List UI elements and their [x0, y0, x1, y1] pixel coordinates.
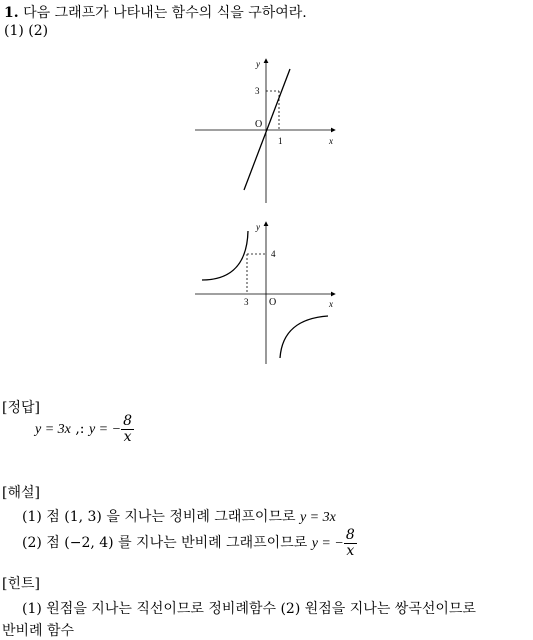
parts-label: (1) (2) [4, 23, 49, 39]
hyperbola-branch-left [202, 231, 248, 280]
question-line [4, 2, 307, 22]
question-text: 다음 그래프가 나타내는 함수의 식을 구하여라. [23, 5, 307, 21]
explanation-line-2-text: (2) 점 (−2, 4) 를 지나는 반비례 그래프이므로 [22, 535, 308, 551]
hint-line-2: 반비례 함수 [2, 623, 75, 639]
answer-line [35, 410, 134, 450]
answer-fraction [121, 414, 134, 445]
origin-label: O [255, 119, 263, 130]
origin-label: O [269, 297, 277, 308]
answer-heading: [정답] [2, 400, 40, 416]
explanation-line-1-text: (1) 점 (1, 3) 을 지나는 정비례 그래프이므로 [22, 509, 296, 525]
explanation-fraction-numerator: 8 [345, 526, 355, 543]
graph-inverse-proportion [190, 218, 340, 368]
y-axis-label: y [256, 222, 260, 232]
answer-fraction-numerator: 8 [123, 412, 132, 429]
answer-eq1: y = 3x [35, 422, 71, 437]
explanation-heading: [해설] [2, 485, 40, 501]
function-line [244, 69, 290, 190]
answer-eq2-prefix: y = − [88, 422, 122, 437]
x-axis-label: x [329, 136, 333, 146]
question-number: 1. [4, 5, 19, 21]
explanation-fraction [344, 528, 357, 559]
answer-separator: ,: [75, 421, 85, 437]
y-axis-label: y [256, 59, 260, 69]
explanation-line-1-eq: y = 3x [299, 510, 336, 525]
explanation-line-2 [22, 523, 357, 563]
hyperbola-branch-right [280, 316, 328, 358]
y-tick-label: 3 [255, 86, 260, 96]
x-tick-label: 3 [244, 297, 249, 307]
graph-direct-proportion [190, 55, 340, 205]
hint-heading: [힌트] [2, 576, 40, 592]
answer-fraction-denominator: x [121, 429, 134, 445]
hint-line-1: (1) 원점을 지나는 직선이므로 정비례함수 (2) 원점을 지나는 쌍곡선이므로 [22, 601, 476, 617]
y-tick-label: 4 [271, 249, 276, 259]
explanation-fraction-denominator: x [344, 543, 357, 559]
explanation-line-2-eq-prefix: y = − [311, 536, 344, 551]
x-axis-label: x [329, 299, 333, 309]
x-tick-label: 1 [278, 136, 283, 146]
